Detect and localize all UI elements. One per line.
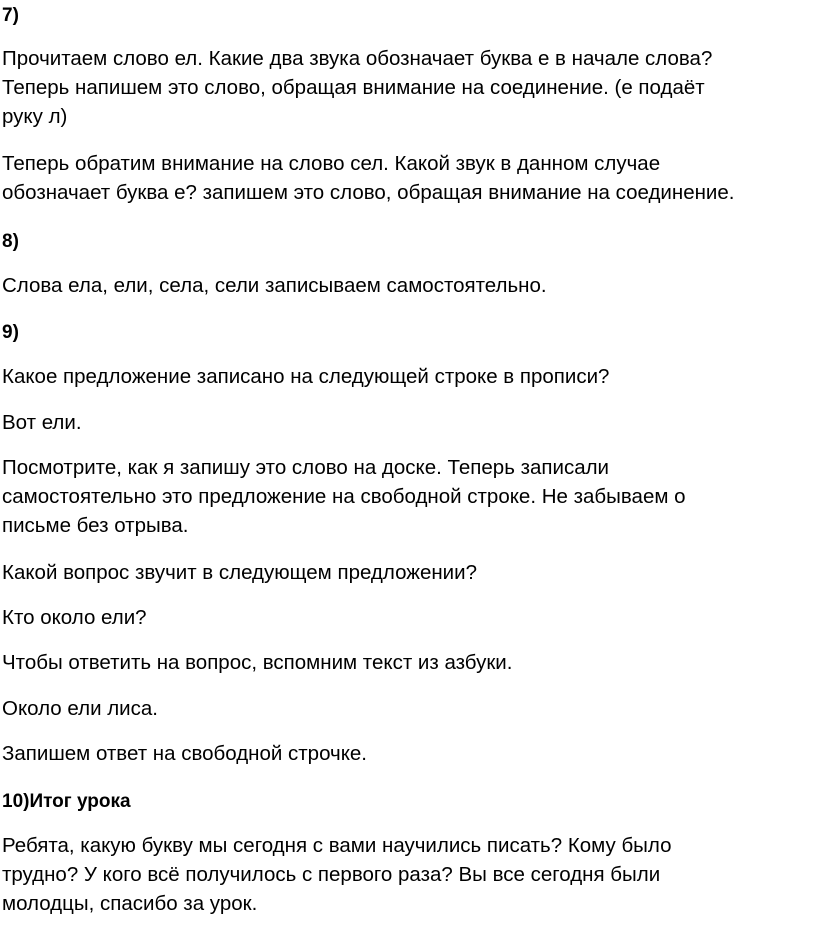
paragraph bbox=[2, 694, 158, 723]
paragraph bbox=[2, 271, 547, 300]
paragraph bbox=[2, 603, 147, 632]
text-line: Какое предложение записано на следующей строке в прописи? bbox=[2, 365, 610, 388]
text-line: Чтобы ответить на вопрос, вспомним текст из азбуки. bbox=[2, 651, 513, 674]
text-line: молодцы, спасибо за урок. bbox=[2, 892, 258, 915]
text-line: Кто около ели? bbox=[2, 606, 147, 629]
text-line: самостоятельно это предложение на свободной строке. Не забываем о bbox=[2, 485, 686, 508]
section-heading-9: 9) bbox=[2, 322, 19, 343]
text-line: трудно? У кого всё получилось с первого раза? Вы все сегодня были bbox=[2, 863, 661, 886]
text-line: Теперь напишем это слово, обращая внимание на соединение. (е подаёт bbox=[2, 76, 705, 99]
section-heading-10: 10)Итог урока bbox=[2, 791, 131, 812]
text-line: руку л) bbox=[2, 105, 68, 128]
section-heading-7: 7) bbox=[2, 5, 19, 26]
paragraph bbox=[2, 408, 82, 437]
text-line: Ребята, какую букву мы сегодня с вами научились писать? Кому было bbox=[2, 834, 672, 857]
text-line: обозначает буква е? запишем это слово, обращая внимание на соединение. bbox=[2, 181, 735, 204]
text-line: Запишем ответ на свободной строчке. bbox=[2, 742, 367, 765]
text-line: Какой вопрос звучит в следующем предложении? bbox=[2, 561, 477, 584]
text-line: Теперь обратим внимание на слово сел. Какой звук в данном случае bbox=[2, 152, 661, 175]
text-line: Посмотрите, как я запишу это слово на доске. Теперь записали bbox=[2, 456, 610, 479]
text-line: письме без отрыва. bbox=[2, 514, 189, 537]
paragraph bbox=[2, 453, 686, 540]
text-line: Слова ела, ели, села, сели записываем самостоятельно. bbox=[2, 274, 547, 297]
section-heading-8: 8) bbox=[2, 231, 19, 252]
text-line: Прочитаем слово ел. Какие два звука обозначает буква е в начале слова? bbox=[2, 47, 713, 70]
text-line: Около ели лиса. bbox=[2, 697, 158, 720]
paragraph bbox=[2, 44, 712, 131]
paragraph bbox=[2, 648, 512, 677]
paragraph bbox=[2, 739, 367, 768]
paragraph bbox=[2, 362, 609, 391]
paragraph bbox=[2, 149, 734, 207]
paragraph bbox=[2, 831, 672, 918]
paragraph bbox=[2, 558, 477, 587]
text-line: Вот ели. bbox=[2, 411, 82, 434]
